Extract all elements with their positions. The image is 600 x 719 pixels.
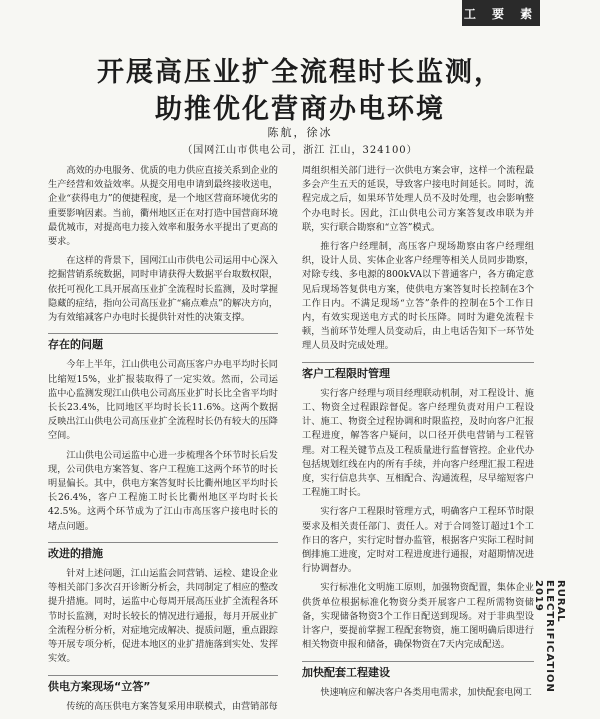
left-column [48, 164, 278, 719]
section-tag: 工 要 素 [462, 0, 540, 26]
paragraph: 实行客户经理与项目经理联动机制，对工程设计、施工、物资全过程跟踪督促。客户经理负责对用户工程设计、施工、物资全过程协调和时限监控，及时向客户汇报工程进度，解答客户疑问，以口径开供电营销与工程管理。对工程关键节点及工程质量进行监督管控。企业代办包括规划红线在内的所有手续，并向客户经理汇报工程进度，实行信息共享、互相配合、沟通流程，尽早缩短客户工程施工时长。 [302, 387, 534, 499]
paragraph: 江山供电公司运监中心进一步梳理各个环节时长后发现，公司供电方案答复、客户工程施工这两个环节的时长明显偏长。其中，供电方案答复时长比衢州地区平均时长长26.4%，客户工程施工时长比衢州地区平均时长长42.5%。这两个环节成为了江山市高压客户接电时长的堵点问题。 [48, 449, 278, 532]
paragraph: 实行客户工程限时管理方式，明确客户工程环节时限要求及相关责任部门、责任人。对于合同签订超过1个工作日的客户，实行定时督办监管，根据客户实际工程时间倒排施工进度，定时对工程进度进行通报，对超期情况进行协调督办。 [302, 506, 534, 575]
paragraph: 推行客户经理制，高压客户现场勘察由客户经理组织，设计人员、实体企业客户经理等相关人员同步勘察，对除专线、多电源的800kVA以下普通客户，各方确定意见后现场答复供电方案，使供电方案答复时长控制在3个工作日内。不满足现场“立答”条件的控制在5个工作日内，有效实现送电方式的时长压降。同时为避免流程卡顿，当前环节处理人员变动后，由上电话告知下一环节处理人员及时完成处理。 [302, 241, 534, 352]
section-heading-supporting-grid: 加快配套工程建设 [302, 661, 534, 680]
right-column [302, 164, 534, 705]
paragraph: 高效的办电服务、优质的电力供应直接关系到企业的生产经营和效益效率。从提交用电申请到最终接收送电，企业“获得电力”的便捷程度，是一个地区营商环境优劣的重要影响因素。当前，衢州地区正在对打造中国营商环境最优城市，对提高电力接入效率和服务水平提出了更高的要求。 [48, 165, 278, 248]
paragraph: 周组织相关部门进行一次供电方案会审，这样一个流程最多会产生五天的延误，导致客户接电时间延长。同时，流程完成之后，如果环节处理人员不及时处理，也会影响整个办电时长。因此，江山供电公司方案答复改串联为并联，实行联合勘察和“立答”模式。 [302, 165, 534, 233]
section-heading-onsite-answer: 供电方案现场“立答” [48, 675, 278, 694]
authors: 陈航，徐冰 [267, 126, 333, 139]
article-title-line-2: 助推优化营商办电环境 [155, 94, 445, 125]
section-heading-problems: 存在的问题 [48, 333, 278, 352]
paragraph: 实行标准化文明施工原则，加强物资配置，集体企业供货单位根据标准化物资分类开展客户工程所需物资储备，实现储备物资3个工作日配送到现场。对于非典型设计客户，要提前掌握工程配套物资，施工图明确后即进行相关物资申报和储备，确保物资在7天内完成配送。 [302, 582, 534, 651]
paragraph: 今年上半年，江山供电公司高压客户办电平均时长同比缩短15%，业扩报装取得了一定实效。然而，公司运监中心监测发现江山供电公司高压业扩时长比全省平均时长长23.4%，比同地区平均时长长11.6%。这两个数据反映出江山供电公司高压业扩全流程时长仍有较大的压降空间。 [48, 359, 278, 442]
section-heading-measures: 改进的措施 [48, 542, 278, 561]
paragraph: 快速响应和解决客户各类用电需求，加快配套电网工 [320, 686, 532, 698]
affiliation: （国网江山市供电公司，浙江 江山，324100） [182, 145, 418, 156]
article-title-line-1: 开展高压业扩全流程时长监测， [97, 57, 503, 88]
paragraph: 针对上述问题，江山运监会同营销、运检、建设企业等相关部门多次召开诊断分析会，共同制定了相应的整改提升措施。同时，运监中心每周开展高压业扩全流程各环节时长监测，对时长较长的情况进行通报，每月开展业扩全流程分析分析，对症地完成解决、提质问题，重点跟踪等开展专项分析，促进本地区的业扩措施落到实处、发挥实效。 [48, 568, 278, 665]
section-heading-time-limit: 客户工程限时管理 [302, 362, 534, 381]
journal-side-label: RURAL ELECTRIFICATION 2019 [533, 580, 566, 693]
paragraph: 传统的高压供电方案答复采用串联模式，由营销部每 [66, 700, 278, 712]
paragraph: 在这样的背景下，国网江山市供电公司运用中心深入挖掘营销系统数据，同时申请获得大数据平台取数权限，依托可视化工具开展高压业扩全流程时长监测，及时掌握隐藏的症结，指向公司高压业扩“痛点难点”的解决方向，为有效缩减客户办电时长提供针对性的决策支撑。 [48, 255, 278, 324]
